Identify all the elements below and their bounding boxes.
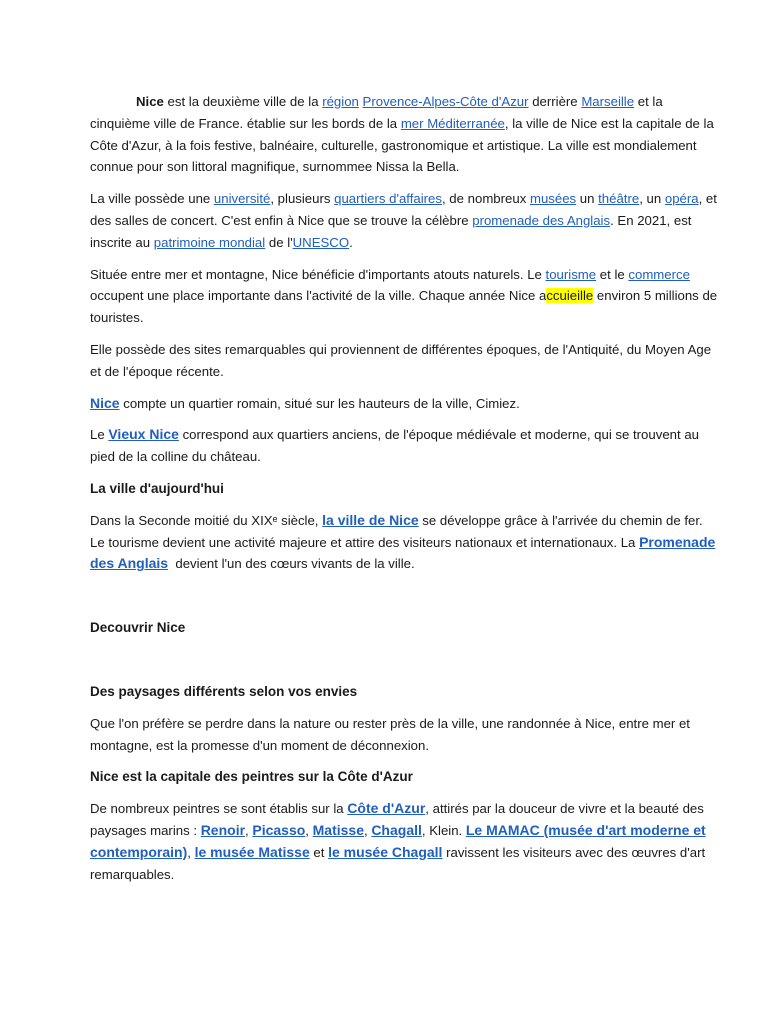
text: derrière bbox=[528, 94, 582, 109]
spacer bbox=[90, 585, 720, 617]
text: et bbox=[309, 844, 329, 860]
text: , et des salles de concert. C'est enfin à Nice que se trouve la célèbre bbox=[90, 191, 717, 228]
text: et le bbox=[596, 266, 629, 282]
text: , de nombreux bbox=[441, 191, 530, 207]
link-marseille[interactable]: Marseille bbox=[581, 94, 635, 109]
link-promenade[interactable]: promenade des Anglais bbox=[472, 212, 611, 228]
text: , bbox=[305, 822, 313, 838]
paragraph-vieux-nice bbox=[90, 424, 720, 468]
document-page bbox=[90, 91, 720, 895]
link-unesco[interactable]: UNESCO bbox=[292, 234, 350, 250]
text: , plusieurs bbox=[270, 191, 335, 207]
text: et la cinquième ville de France. établie sur les bords de la bbox=[90, 94, 663, 131]
text: ravissent les visiteurs avec des œuvres d'art remarquables. bbox=[90, 844, 706, 882]
link-picasso[interactable]: Picasso bbox=[252, 821, 306, 838]
link-universite[interactable]: université bbox=[213, 191, 271, 207]
link-mer-mediterranee[interactable]: mer Méditerranée bbox=[400, 115, 505, 131]
text: occupent une place importante dans l'activité de la ville. Chaque année Nice a bbox=[90, 266, 698, 304]
text: , bbox=[187, 844, 195, 860]
link-musees[interactable]: musées bbox=[529, 191, 577, 207]
paragraph-romain bbox=[90, 393, 720, 415]
link-cote-azur[interactable]: Côte d'Azur bbox=[347, 800, 426, 817]
link-nice[interactable]: Nice bbox=[90, 394, 120, 411]
heading-paysages: Des paysages différents selon vos envies bbox=[90, 683, 358, 699]
heading-ville-aujourdhui: La ville d'aujourd'hui bbox=[90, 480, 224, 496]
link-paca[interactable]: Provence-Alpes-Côte d'Azur bbox=[362, 94, 529, 109]
link-patrimoine[interactable]: patrimoine mondial bbox=[153, 234, 266, 250]
link-quartiers[interactable]: quartiers d'affaires bbox=[334, 191, 442, 207]
heading-decouvrir-nice: Decouvrir Nice bbox=[90, 620, 186, 636]
text: est la deuxième ville de la bbox=[163, 94, 323, 109]
paragraph-randonnee: Que l'on préfère se perdre dans la nature ou rester près de la ville, une randonnée à Nice, entre mer et montagne, est la promesse d'un moment de déconnexion. bbox=[90, 715, 690, 753]
link-musee-matisse[interactable]: le musée Matisse bbox=[194, 843, 310, 860]
text: , un bbox=[639, 191, 665, 207]
link-commerce[interactable]: commerce bbox=[628, 266, 690, 282]
link-vieux-nice[interactable]: Vieux Nice bbox=[108, 426, 179, 443]
text: . En 2021, est inscrite au bbox=[90, 212, 692, 250]
link-chagall[interactable]: Chagall bbox=[371, 821, 422, 838]
text: correspond aux quartiers anciens, de l'époque médiévale et moderne, qui se trouvent au pied de la colline du château. bbox=[90, 427, 699, 465]
nice-bold: Nice bbox=[136, 94, 164, 109]
link-renoir[interactable]: Renoir bbox=[200, 821, 246, 838]
text: , bbox=[363, 822, 372, 838]
link-theatre[interactable]: théâtre bbox=[598, 191, 640, 207]
link-tourisme[interactable]: tourisme bbox=[545, 266, 597, 282]
text: devient l'un des cœurs vivants de la ville. bbox=[168, 556, 415, 572]
text: se développe grâce à l'arrivée du chemin de fer. Le tourisme devient une activité majeure et attire des visiteurs nationaux et internationaux. La bbox=[90, 512, 703, 550]
link-opera[interactable]: opéra bbox=[664, 191, 699, 207]
link-musee-chagall[interactable]: le musée Chagall bbox=[328, 843, 443, 860]
link-promenade-anglais[interactable]: Promenade des Anglais bbox=[90, 533, 716, 572]
text: Le bbox=[90, 427, 109, 443]
text: , Klein. bbox=[421, 822, 466, 838]
spacer bbox=[90, 649, 720, 681]
link-region[interactable]: région bbox=[322, 94, 359, 109]
text: environ 5 millions de touristes. bbox=[90, 288, 718, 326]
paragraph-seconde-moitie bbox=[90, 510, 720, 575]
text: Dans la Seconde moitié du XIXᵉ siècle, bbox=[90, 512, 323, 528]
text: , attirés par la douceur de vivre et la beauté des paysages marins : bbox=[90, 801, 704, 838]
highlighted-text: ccuieille bbox=[546, 288, 594, 304]
paragraph-intro bbox=[90, 91, 720, 178]
text: , la ville de Nice est la capitale de la Côte d'Azur, à la fois festive, balnéaire, culturelle, gastronomique et artistique. La ville est mondialement connue pour son littoral magnifique, surnommee Nissa la Bella. bbox=[90, 115, 714, 175]
text: , bbox=[245, 822, 253, 838]
text: de l' bbox=[265, 234, 293, 250]
link-matisse[interactable]: Matisse bbox=[312, 821, 364, 838]
text: De nombreux peintres se sont établis sur la bbox=[90, 801, 348, 817]
text: La ville possède une bbox=[90, 191, 214, 207]
text: Située entre mer et montagne, Nice bénéficie d'importants atouts naturels. Le bbox=[90, 266, 546, 282]
text: . bbox=[349, 234, 353, 250]
link-mamac[interactable]: Le MAMAC (musée d'art moderne et contemporain) bbox=[90, 821, 706, 860]
paragraph-peintres bbox=[90, 798, 720, 885]
link-ville-de-nice[interactable]: la ville de Nice bbox=[322, 511, 419, 528]
text: compte un quartier romain, situé sur les hauteurs de la ville, Cimiez. bbox=[119, 395, 520, 411]
paragraph-ville bbox=[90, 188, 720, 253]
heading-capitale-peintres: Nice est la capitale des peintres sur la Côte d'Azur bbox=[90, 769, 413, 785]
text: un bbox=[576, 191, 599, 207]
paragraph-sites: Elle possède des sites remarquables qui proviennent de différentes époques, de l'Antiquité, du Moyen Age et de l'époque récente. bbox=[90, 341, 712, 379]
paragraph-situee bbox=[90, 264, 720, 329]
